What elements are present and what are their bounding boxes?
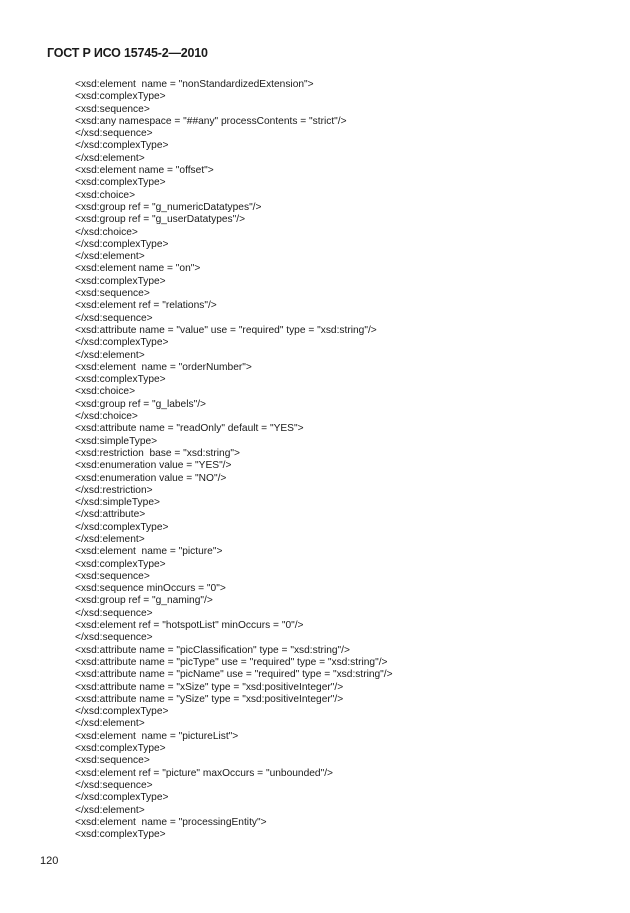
code-line: </xsd:element> [75, 349, 145, 361]
code-line: <xsd:complexType> [75, 177, 166, 189]
code-line: <xsd:group ref = "g_userDatatypes"/> [75, 214, 246, 226]
code-line: <xsd:element name = "pictureList"> [75, 730, 239, 742]
code-line: </xsd:complexType> [75, 792, 169, 804]
page-number: 120 [40, 855, 59, 867]
code-line: </xsd:element> [75, 804, 145, 816]
code-line: </xsd:complexType> [75, 337, 169, 349]
code-line: <xsd:group ref = "g_numericDatatypes"/> [75, 201, 262, 213]
code-line: <xsd:element ref = "picture" maxOccurs = "unbounded"/> [75, 767, 333, 779]
code-line: <xsd:element name = "nonStandardizedExtension"> [75, 79, 314, 90]
code-line: </xsd:element> [75, 251, 145, 263]
code-line: <xsd:complexType> [75, 558, 166, 570]
code-line: </xsd:attribute> [75, 509, 146, 521]
code-line: <xsd:enumeration value = "NO"/> [75, 472, 227, 484]
xsd-code-listing [75, 79, 393, 841]
code-line: </xsd:choice> [75, 411, 138, 423]
code-line: </xsd:sequence> [75, 128, 153, 140]
code-line: <xsd:any namespace = "##any" processContents = "strict"/> [75, 115, 347, 127]
code-line: </xsd:sequence> [75, 632, 153, 644]
code-line: </xsd:restriction> [75, 484, 153, 496]
code-line: <xsd:element name = "processingEntity"> [75, 816, 267, 828]
code-line: <xsd:sequence> [75, 755, 150, 767]
code-line: </xsd:element> [75, 718, 145, 730]
code-line: </xsd:complexType> [75, 706, 169, 718]
code-line: <xsd:complexType> [75, 275, 166, 287]
code-line: </xsd:choice> [75, 226, 138, 238]
code-line: <xsd:complexType> [75, 374, 166, 386]
code-line: <xsd:group ref = "g_labels"/> [75, 398, 206, 410]
code-line: <xsd:attribute name = "readOnly" default = "YES"> [75, 423, 304, 435]
code-line: <xsd:attribute name = "xSize" type = "xsd:positiveInteger"/> [75, 681, 344, 693]
code-line: </xsd:complexType> [75, 140, 169, 152]
code-line: <xsd:choice> [75, 189, 136, 201]
code-line: <xsd:sequence> [75, 288, 150, 300]
code-line: <xsd:complexType> [75, 743, 166, 755]
code-line: <xsd:element ref = "relations"/> [75, 300, 217, 312]
code-line: </xsd:complexType> [75, 238, 169, 250]
code-line: <xsd:choice> [75, 386, 136, 398]
code-line: <xsd:enumeration value = "YES"/> [75, 460, 232, 472]
code-line: <xsd:simpleType> [75, 435, 158, 447]
code-line: </xsd:element> [75, 533, 145, 545]
code-line: <xsd:attribute name = "ySize" type = "xsd:positiveInteger"/> [75, 693, 344, 705]
code-line: <xsd:group ref = "g_naming"/> [75, 595, 213, 607]
code-line: </xsd:simpleType> [75, 497, 160, 509]
code-line: <xsd:sequence> [75, 103, 150, 115]
code-line: <xsd:attribute name = "picClassification" type = "xsd:string"/> [75, 644, 350, 656]
code-line: <xsd:element ref = "hotspotList" minOccurs = "0"/> [75, 620, 304, 632]
code-line: <xsd:attribute name = "picType" use = "required" type = "xsd:string"/> [75, 656, 388, 668]
code-line: <xsd:sequence minOccurs = "0"> [75, 583, 226, 595]
code-line: <xsd:element name = "picture"> [75, 546, 223, 558]
code-line: </xsd:complexType> [75, 521, 169, 533]
document-header: ГОСТ Р ИСО 15745-2—2010 [47, 46, 208, 60]
code-line: </xsd:sequence> [75, 779, 153, 791]
code-line: </xsd:element> [75, 152, 145, 164]
code-line: </xsd:sequence> [75, 312, 153, 324]
code-line: <xsd:attribute name = "value" use = "required" type = "xsd:string"/> [75, 324, 377, 336]
code-line: </xsd:sequence> [75, 607, 153, 619]
code-line: <xsd:sequence> [75, 570, 150, 582]
code-line: <xsd:restriction base = "xsd:string"> [75, 447, 240, 459]
code-line: <xsd:element name = "orderNumber"> [75, 361, 252, 373]
code-line: <xsd:complexType> [75, 91, 166, 103]
code-line: <xsd:complexType> [75, 829, 166, 841]
code-line: <xsd:attribute name = "picName" use = "required" type = "xsd:string"/> [75, 669, 393, 681]
code-line: <xsd:element name = "on"> [75, 263, 201, 275]
code-line: <xsd:element name = "offset"> [75, 165, 214, 177]
